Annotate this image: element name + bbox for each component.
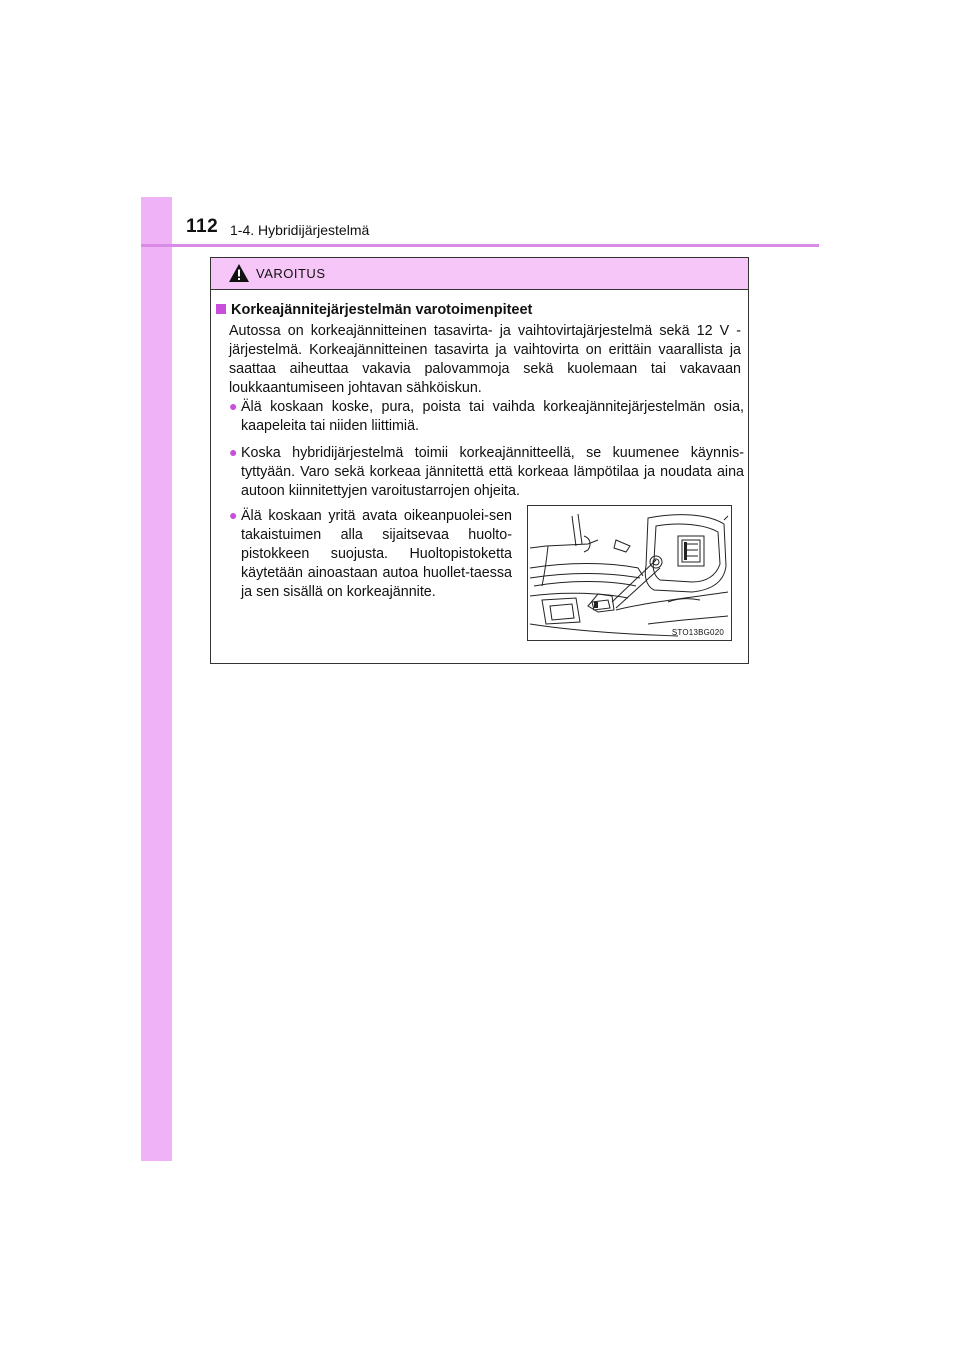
warning-label: VAROITUS — [256, 266, 326, 281]
list-item — [226, 507, 512, 602]
section-heading — [216, 302, 532, 318]
circle-bullet-icon: ● — [229, 507, 238, 523]
list-item-text: Koska hybridijärjestelmä toimii korkeajännitteellä, se kuumenee käynnis-tyttyään. Varo sekä korkeaa jännitettä että korkeaa lämpötilaa ja noudata aina autoon kiinnitettyjen varoitustarrojen ohjeita. — [241, 445, 744, 499]
warning-header — [211, 258, 748, 290]
circle-bullet-icon: ● — [229, 444, 238, 460]
header-rule — [141, 244, 819, 247]
page-number: 112 — [186, 216, 219, 237]
section-title: 1-4. Hybridijärjestelmä — [230, 222, 370, 238]
list-item — [226, 398, 744, 436]
warning-box — [210, 257, 749, 664]
list-item-text: Älä koskaan yritä avata oikeanpuolei-sen takaistuimen alla sijaitsevaa huolto-pistokkeen suojusta. Huoltopistoketta käytetään ainoastaan autoa huollet-taessa ja sen sisällä on korkeajännite. — [241, 508, 512, 600]
list-item — [226, 444, 744, 501]
list-item-text: Älä koskaan koske, pura, poista tai vaihda korkeajännitejärjestelmän osia, kaapeleita tai niiden liittimiä. — [241, 399, 744, 434]
side-tab-strip — [141, 197, 172, 1161]
circle-bullet-icon: ● — [229, 398, 238, 414]
service-plug-illustration — [527, 505, 732, 641]
square-bullet-icon — [216, 304, 226, 314]
seat-illustration — [528, 506, 731, 640]
warning-triangle-icon — [228, 263, 250, 283]
intro-paragraph: Autossa on korkeajännitteinen tasavirta- ja vaihtovirtajärjestelmä sekä 12 V -järjestelmä. Korkeajännitteinen tasavirta ja vaihtovirta on erittäin vaarallista ja saattaa aiheuttaa vakavia palovammoja sekä kuolemaan tai vakavaan loukkaantumiseen johtavan sähköiskun. — [229, 323, 741, 396]
figure-code: STO13BG020 — [671, 628, 724, 637]
section-heading-text: Korkeajännitejärjestelmän varotoimenpiteet — [231, 302, 533, 318]
